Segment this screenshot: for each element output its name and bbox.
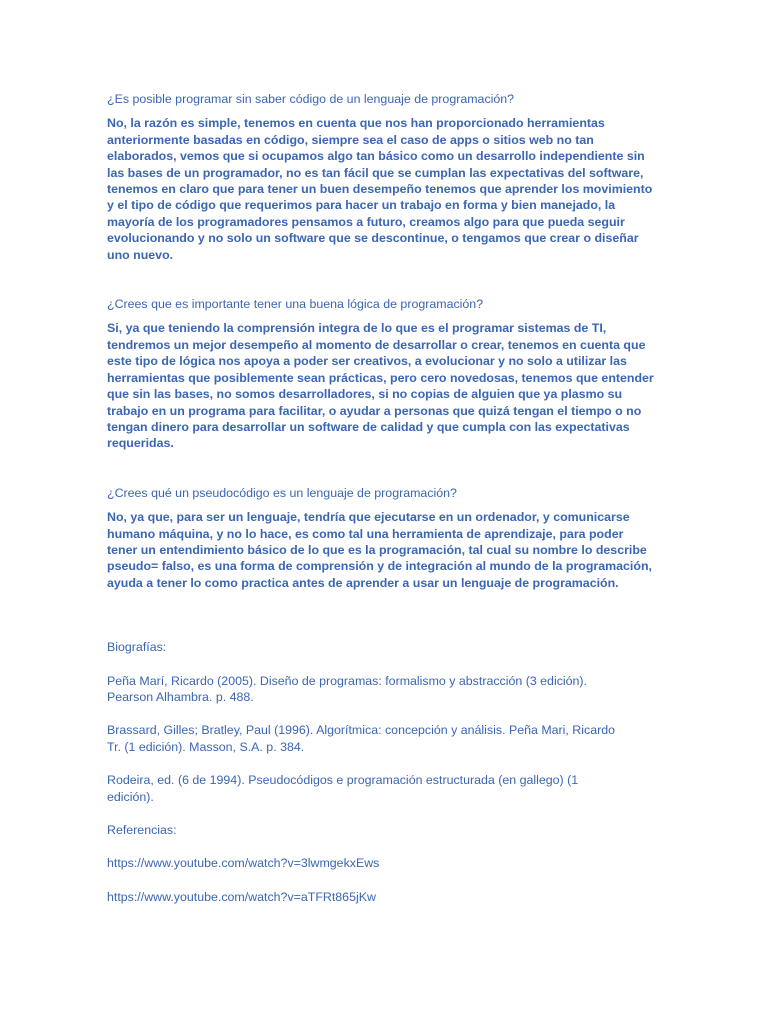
reference-link[interactable]: https://www.youtube.com/watch?v=3lwmgekxEws — [107, 856, 380, 871]
references-heading: Referencias: — [107, 823, 177, 837]
question-2: ¿Crees que es importante tener una buena lógica de programación? — [107, 297, 484, 312]
bibliography-entry: Peña Marí, Ricardo (2005). Diseño de programas: formalismo y abstracción (3 edición). Pearson Alhambra. p. 488. — [107, 673, 587, 704]
spacer — [107, 263, 667, 296]
question-3: ¿Crees qué un pseudocódigo es un lenguaje de programación? — [107, 485, 457, 500]
answer-3: No, ya que, para ser un lenguaje, tendría que ejecutarse en un ordenador, y comunicarse humano máquina, y no lo hace, es como tal una herramienta de aprendizaje, para poder tener un entendimiento básico de lo que es la programación, tal cual su nombre lo describe pseudo= falso, es una forma de comprensión y de integración al mundo de la programación, ayuda a tener lo como practica antes de aprender a usar un lenguaje de programación. — [107, 510, 652, 590]
answer-1: No, la razón es simple, tenemos en cuenta que nos han proporcionado herramientas anteriormente basadas en código, siempre sea el caso de apps o sitios web no tan elaborados, vemos que si ocupamos algo tan básico como un desarrollo independiente sin las bases de un programador, no es tan fácil que se cumplan las expectativas del software, tenemos en claro que para tener un buen desempeño tenemos que aprender los movimiento y el tipo de código que requerimos para hacer un trabajo en forma y bien manejado, la mayoría de los programadores pensamos a futuro, creamos algo para que pueda seguir evolucionando y no solo un software que se descontinue, o tengamos que crear o diseñar uno nuevo. — [107, 116, 653, 262]
document-body — [107, 91, 667, 905]
spacer — [107, 591, 667, 639]
reference-link[interactable]: https://www.youtube.com/watch?v=aTFRt865jKw — [107, 889, 376, 904]
bibliography-entry: Rodeira, ed. (6 de 1994). Pseudocódigos e programación estructurada (en gallego) (1 edición). — [107, 773, 579, 804]
answer-2: Si, ya que teniendo la comprensión integra de lo que es el programar sistemas de TI, tendremos un mejor desempeño al momento de desarrollar o crear, tenemos en cuenta que este tipo de lógica nos apoya a poder ser creativos, a evolucionar y no solo a utilizar las herramientas que posiblemente sean prácticas, pero cero novedosas, tenemos que entender que sin las bases, no somos desarrolladores, si no copias de alguien que ya plasmo su trabajo en un programa para facilitar, o ayudar a personas que quizá tengan el tiempo o no tengan dinero para desarrollar un software de calidad y que cumpla con las expectativas requeridas. — [107, 321, 654, 451]
spacer — [107, 452, 667, 485]
bibliography-entry: Brassard, Gilles; Bratley, Paul (1996). Algorítmica: concepción y análisis. Peña Mari, Ricardo Tr. (1 edición). Masson, S.A. p. 384. — [107, 723, 616, 754]
question-1: ¿Es posible programar sin saber código de un lenguaje de programación? — [107, 92, 515, 106]
bibliography-heading: Biografías: — [107, 640, 167, 655]
